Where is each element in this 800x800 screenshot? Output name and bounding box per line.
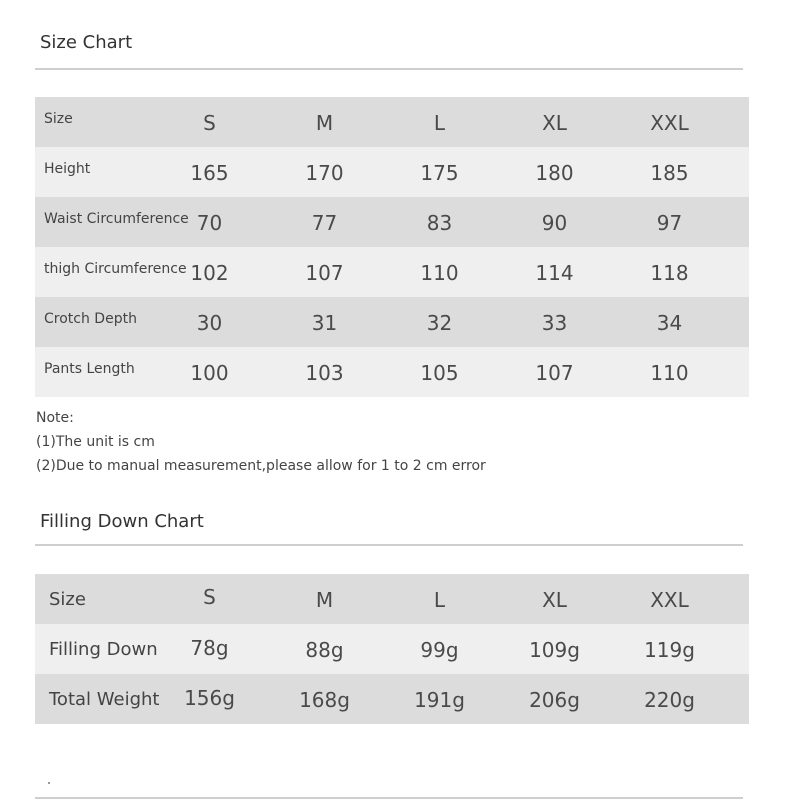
table-row-pants-length	[35, 347, 749, 397]
table-cell: 156g	[184, 686, 235, 710]
row-label: Waist Circumference	[44, 211, 189, 227]
row-label: Height	[44, 161, 91, 177]
filling-chart-title: Filling Down Chart	[40, 511, 204, 532]
table-cell: 77	[311, 211, 338, 235]
size-chart-title: Size Chart	[40, 32, 133, 53]
table-cell: 90	[541, 211, 568, 235]
row-label: Pants Length	[44, 361, 135, 377]
size-chart-table	[35, 97, 749, 397]
size-chart-divider	[35, 68, 743, 70]
table-cell: 109g	[529, 638, 580, 662]
header-size-m: M	[315, 111, 334, 135]
table-cell: 32	[426, 311, 453, 335]
header-size-m: M	[315, 588, 334, 612]
table-row-filling-down	[35, 624, 749, 674]
notes-heading: Note:	[36, 410, 74, 426]
row-label: Filling Down	[49, 638, 158, 660]
table-cell: 110	[650, 361, 689, 385]
row-label: thigh Circumference	[44, 261, 187, 277]
row-label: Crotch Depth	[44, 311, 137, 327]
table-cell: 97	[656, 211, 683, 235]
table-cell: 185	[650, 161, 689, 185]
table-cell: 34	[656, 311, 683, 335]
table-cell: 107	[305, 261, 344, 285]
table-cell: 103	[305, 361, 344, 385]
table-cell: 102	[190, 261, 229, 285]
header-size-s: S	[203, 111, 216, 135]
table-row-total-weight	[35, 674, 749, 724]
table-cell: 78g	[190, 636, 229, 660]
table-cell: 31	[311, 311, 338, 335]
filling-chart-divider	[35, 544, 743, 546]
table-cell: 118	[650, 261, 689, 285]
size-chart-header-row	[35, 97, 749, 147]
filling-chart-table	[35, 574, 749, 724]
stray-dot	[48, 782, 50, 784]
table-cell: 99g	[420, 638, 459, 662]
table-cell: 33	[541, 311, 568, 335]
table-cell: 110	[420, 261, 459, 285]
notes-line-2: (2)Due to manual measurement,please allow for 1 to 2 cm error	[36, 458, 486, 474]
table-row-waist	[35, 197, 749, 247]
table-cell: 175	[420, 161, 459, 185]
notes-line-1: (1)The unit is cm	[36, 434, 155, 450]
table-cell: 170	[305, 161, 344, 185]
table-cell: 30	[196, 311, 223, 335]
table-row-thigh	[35, 247, 749, 297]
table-cell: 168g	[299, 688, 350, 712]
table-cell: 206g	[529, 688, 580, 712]
header-label: Size	[49, 588, 86, 610]
header-size-xl: XL	[542, 111, 567, 135]
header-size-l: L	[433, 111, 446, 135]
table-cell: 100	[190, 361, 229, 385]
header-size-xxl: XXL	[650, 588, 689, 612]
table-cell: 114	[535, 261, 574, 285]
table-cell: 88g	[305, 638, 344, 662]
header-size-s: S	[203, 585, 216, 609]
table-cell: 107	[535, 361, 574, 385]
table-row-height	[35, 147, 749, 197]
table-cell: 220g	[644, 688, 695, 712]
table-cell: 119g	[644, 638, 695, 662]
table-cell: 83	[426, 211, 453, 235]
table-cell: 165	[190, 161, 229, 185]
table-cell: 105	[420, 361, 459, 385]
table-row-crotch	[35, 297, 749, 347]
notes-block	[36, 406, 486, 478]
table-cell: 180	[535, 161, 574, 185]
header-label: Size	[44, 111, 73, 127]
row-label: Total Weight	[49, 688, 160, 710]
bottom-divider	[35, 797, 743, 799]
header-size-xl: XL	[542, 588, 567, 612]
table-cell: 191g	[414, 688, 465, 712]
table-cell: 70	[196, 211, 223, 235]
header-size-xxl: XXL	[650, 111, 689, 135]
header-size-l: L	[433, 588, 446, 612]
filling-chart-header-row	[35, 574, 749, 624]
